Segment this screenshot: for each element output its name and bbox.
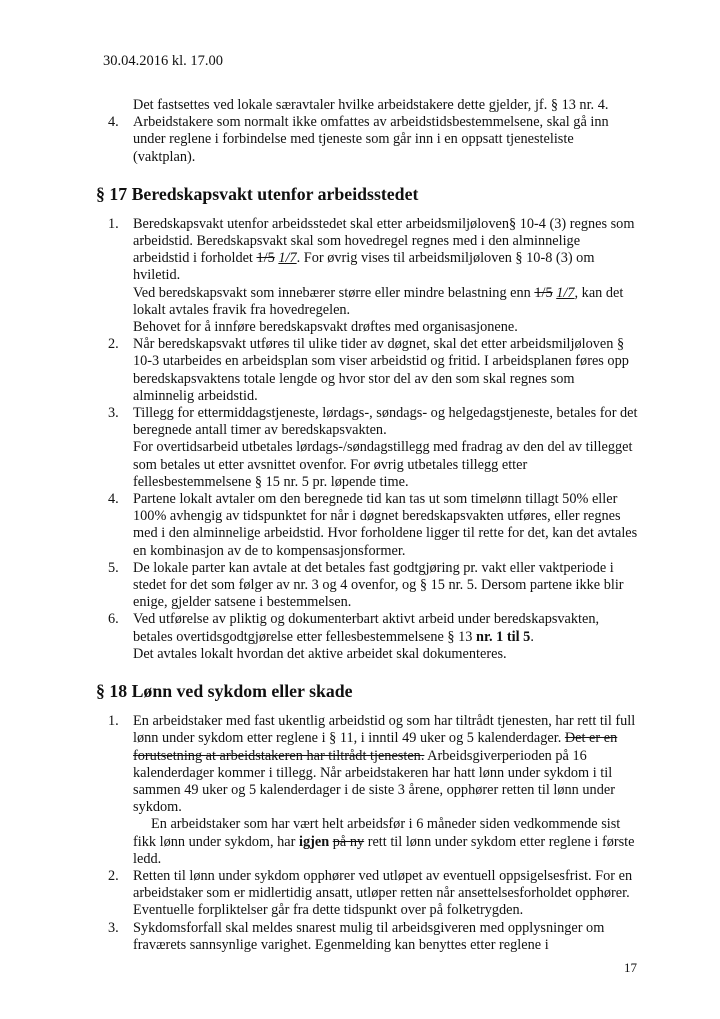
list-item [108, 920, 638, 954]
list-item [108, 611, 638, 663]
item-number: 2. [108, 336, 119, 353]
page-content [96, 97, 638, 954]
bold-text: nr. 1 til 5 [476, 628, 531, 645]
item-text: For overtidsarbeid utbetales lørdags-/søndagstillegg med fradrag av den del av tillegget som betales ut etter avsnittet ovenfor. For øvrig utbetales tillegg etter fellesbestemmelsene § 15 nr. 5 pr. løpende time. [133, 439, 633, 490]
item-text [133, 285, 638, 319]
item-number: 4. [108, 114, 119, 131]
item-text: Tillegg for ettermiddagstjeneste, lørdags-, søndags- og helgedagstjeneste, betales for det beregnede antall timer av beredskapsvakten. [133, 405, 638, 439]
item-text: Partene lokalt avtaler om den beregnede tid kan tas ut som timelønn tillagt 50% eller 100% avhengig av tidspunktet for når i døgnet beredskapsvakten utføres, eller regnes med i den alminnelige arbeidstid. Hvor forholdene ligger til rette for det, kan det avtales en kombinasjon av de to kompensasjonsformer. [133, 491, 638, 559]
item-number: 3. [108, 405, 119, 422]
item-text: Det avtales lokalt hvordan det aktive arbeidet skal dokumenteres. [133, 645, 507, 662]
struck-text: 1/5 [256, 250, 275, 267]
inserted-text: 1/7 [556, 284, 575, 301]
item-text [133, 611, 638, 645]
inserted-text: 1/7 [278, 250, 297, 267]
struck-text: på ny [332, 833, 365, 850]
item-text: Behovet for å innføre beredskapsvakt drøftes med organisasjonene. [133, 319, 518, 336]
text-run: Ved utførelse av pliktig og dokumenterbart aktivt arbeid under beredskapsvakten, betales overtidsgodtgjørelse etter fellesbestemmelsene § 13 [133, 611, 600, 645]
list-item [108, 713, 638, 868]
text-run: Ved beredskapsvakt som innebærer større eller mindre belastning enn [133, 284, 535, 301]
item-number: 2. [108, 867, 119, 884]
list-item [108, 560, 638, 612]
item-text: Når beredskapsvakt utføres til ulike tider av døgnet, skal det etter arbeidsmiljøloven § 10-3 utarbeides en arbeidsplan som viser arbeidstid og fritid. I arbeidsplanen føres opp beredskapsvaktens totale lengde og hvor stor del av den som skal regnes som alminnelig arbeidstid. [133, 336, 629, 404]
text-run: . For øvrig vises til arbeidsmiljøloven § 10-8 (3) om hviletid. [133, 250, 595, 284]
list-item [108, 491, 638, 560]
text-run: . [530, 628, 534, 645]
bold-text: igjen [298, 833, 330, 850]
section-18-heading: § 18 Lønn ved sykdom eller skade [96, 681, 353, 702]
item-number: 3. [108, 919, 119, 936]
item-number: 4. [108, 491, 119, 508]
list-item [108, 405, 638, 491]
text-run: rett til lønn under sykdom etter reglene i første ledd. [133, 833, 635, 867]
text-run: Arbeidsgiverperioden på 16 kalenderdager kommer i tillegg. Når arbeidstakeren har hatt lønn under sykdom i til sammen 49 uker og 5 kalenderdager i de siste 3 årene, opphører retten til lønn under sykdom. [133, 747, 615, 816]
item-text: De lokale parter kan avtale at det betales fast godtgjøring pr. vakt eller vaktperiode i stedet for det som følger av nr. 3 og 4 ovenfor, og § 15 nr. 5. Dersom partene ikke blir enige, gjelder satsene i bestemmelsen. [133, 559, 624, 611]
item-text [133, 816, 638, 868]
item-number: 5. [108, 559, 119, 576]
list-item [108, 336, 638, 405]
intro-paragraph: Det fastsettes ved lokale særavtaler hvilke arbeidstakere dette gjelder, jf. § 13 nr. 4. [133, 97, 609, 113]
text-run: Beredskapsvakt utenfor arbeidsstedet skal etter arbeidsmiljøloven§ 10-4 (3) regnes som arbeidstid. Beredskapsvakt skal som hovedregel regnes med i den alminnelige arbeidstid i forholdet [133, 215, 635, 267]
list-item [108, 114, 638, 166]
item-number: 1. [108, 215, 119, 232]
text-run: En arbeidstaker som har vært helt arbeidsfør i 6 måneder siden vedkommende sist fikk lønn under sykdom, har [133, 816, 621, 850]
section-17-heading: § 17 Beredskapsvakt utenfor arbeidsstedet [96, 183, 419, 204]
item-text: Sykdomsforfall skal meldes snarest mulig til arbeidsgiveren med opplysninger om fraværets sannsynlige varighet. Egenmelding kan benyttes etter reglene i [133, 919, 605, 953]
item-text: Retten til lønn under sykdom opphører ved utløpet av eventuell oppsigelsesfrist. For en arbeidstaker som er midlertidig ansatt, utløper retten når ansettelsesforholdet opphører. Eventuelle forpliktelser går fra dette tidspunkt over på folketrygden. [133, 867, 633, 919]
item-text [133, 713, 638, 816]
text-run: En arbeidstaker med fast ukentlig arbeidstid og som har tiltrådt tjenesten, har rett til full lønn under sykdom etter reglene i § 11, i inntil 49 uker og 5 kalenderdager. [133, 713, 636, 747]
page-number: 17 [624, 960, 637, 975]
item-text: Arbeidstakere som normalt ikke omfattes av arbeidstidsbestemmelsene, skal gå inn under reglene i forbindelse med tjeneste som går inn i en oppsatt tjenesteliste (vaktplan). [133, 114, 609, 165]
item-number: 6. [108, 611, 119, 628]
text-run: , kan det lokalt avtales fravik fra hovedregelen. [133, 284, 624, 318]
list-item [108, 868, 638, 920]
struck-text: 1/5 [534, 284, 553, 301]
list-item [108, 216, 638, 336]
header-date: 30.04.2016 kl. 17.00 [103, 53, 224, 69]
item-text [133, 216, 638, 285]
struck-text: Det er en forutsetning at arbeidstakeren har tiltrådt tjenesten. [133, 730, 618, 764]
item-number: 1. [108, 713, 119, 730]
